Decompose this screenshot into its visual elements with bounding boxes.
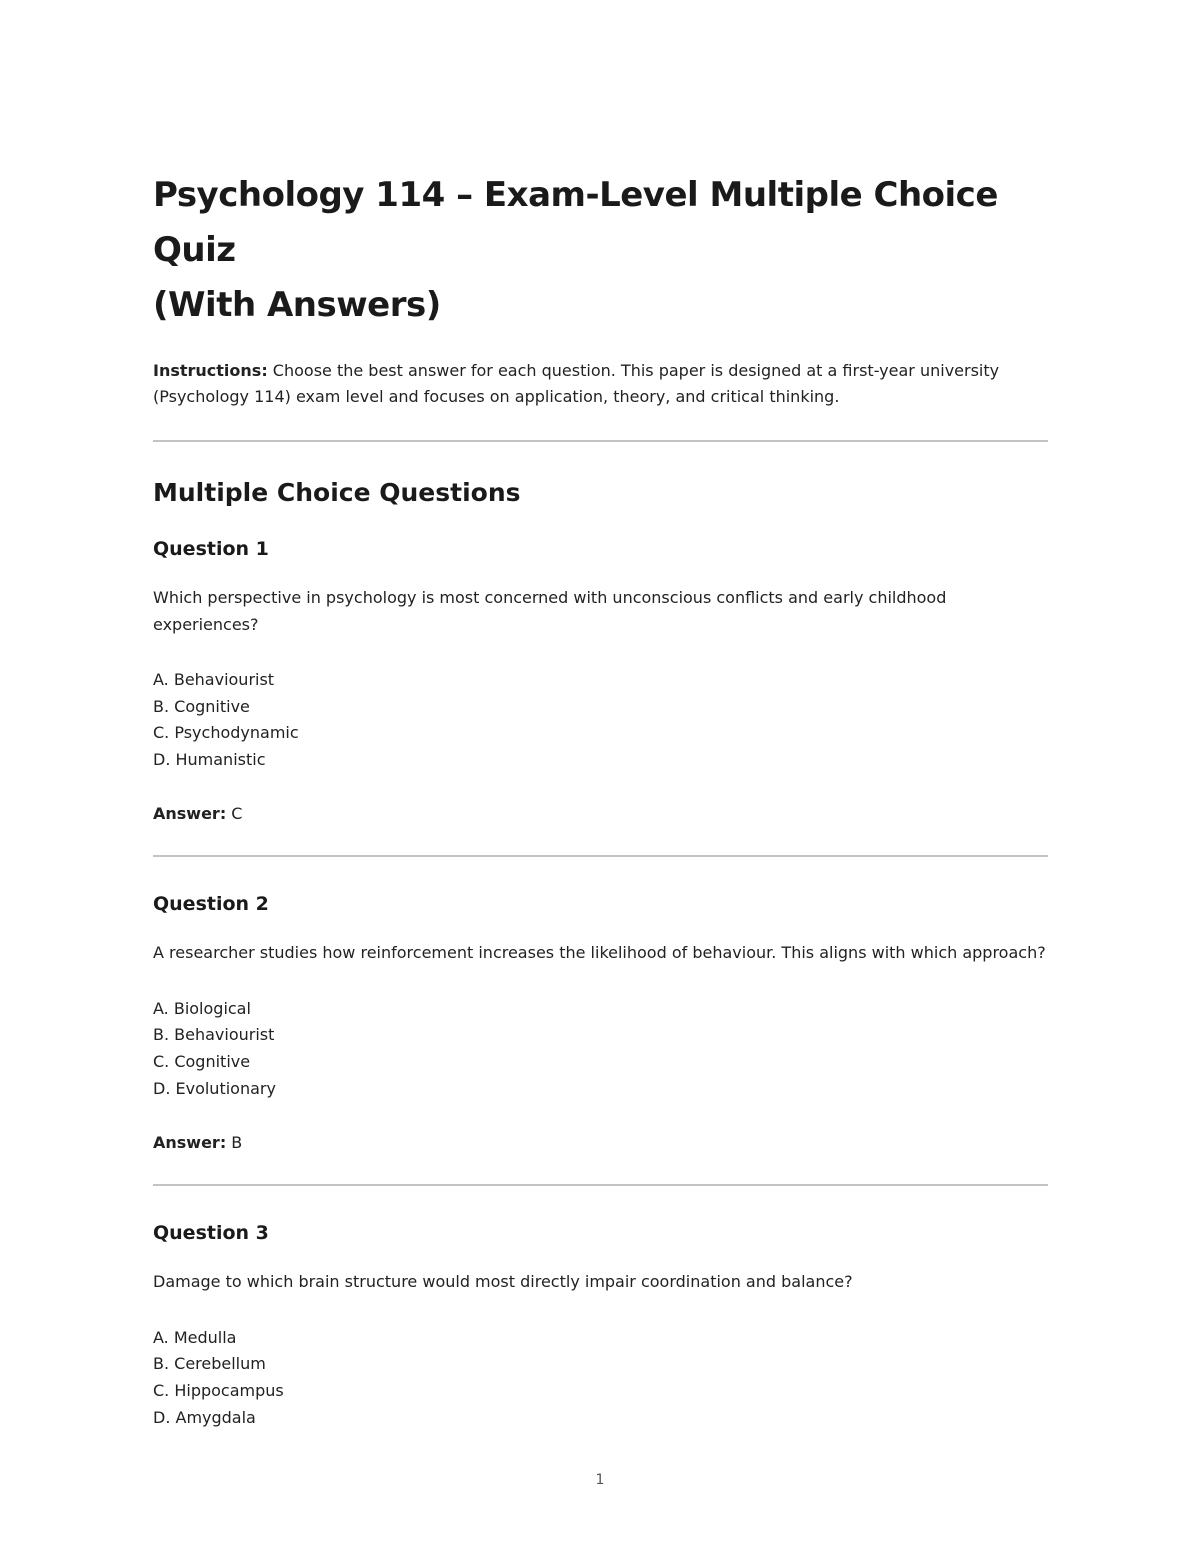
section-heading: Multiple Choice Questions	[153, 478, 521, 507]
question-3	[153, 1220, 1048, 1431]
answer-label: Answer:	[153, 804, 227, 824]
answer-value: C	[226, 804, 243, 824]
instructions-label: Instructions:	[153, 361, 268, 380]
question-text: A researcher studies how reinforcement increases the likelihood of behaviour. This aligns with which approach?	[153, 943, 1046, 963]
options-list	[153, 1325, 1048, 1431]
option-a: A. Medulla	[153, 1327, 237, 1347]
option-a: A. Behaviourist	[153, 670, 275, 689]
page-number: 1	[595, 1472, 605, 1488]
answer-line	[153, 1130, 1048, 1156]
document-content	[153, 168, 1048, 1431]
question-2	[153, 891, 1048, 1156]
question-1	[153, 536, 1048, 827]
option-d: D. Evolutionary	[153, 1078, 276, 1098]
option-a: A. Biological	[153, 998, 251, 1018]
question-heading: Question 2	[153, 893, 269, 916]
section-divider	[153, 440, 1048, 442]
title-line-1: Psychology 114 – Exam-Level Multiple Choice Quiz	[153, 175, 998, 270]
option-c: C. Hippocampus	[153, 1380, 284, 1400]
question-text: Damage to which brain structure would most directly impair coordination and balance?	[153, 1272, 853, 1292]
option-b: B. Behaviourist	[153, 1025, 275, 1045]
options-list	[153, 667, 1048, 773]
options-list	[153, 996, 1048, 1102]
question-divider	[153, 1184, 1048, 1186]
option-c: C. Psychodynamic	[153, 723, 299, 743]
option-b: B. Cerebellum	[153, 1354, 266, 1374]
answer-value: B	[226, 1133, 243, 1153]
instructions-paragraph	[153, 358, 1048, 410]
option-b: B. Cognitive	[153, 696, 250, 716]
question-heading: Question 1	[153, 538, 269, 560]
question-text: Which perspective in psychology is most concerned with unconscious conflicts and early childhood experiences?	[153, 588, 947, 634]
option-d: D. Humanistic	[153, 749, 266, 769]
question-divider	[153, 855, 1048, 857]
title-line-2: (With Answers)	[153, 285, 441, 325]
instructions-text: Choose the best answer for each question. This paper is designed at a first-year university (Psychology 114) exam level and focuses on application, theory, and critical thinking.	[153, 361, 1000, 406]
answer-label: Answer:	[153, 1133, 227, 1153]
page-title	[153, 168, 1048, 333]
question-heading: Question 3	[153, 1222, 269, 1245]
option-d: D. Amygdala	[153, 1407, 256, 1427]
answer-line	[153, 801, 1048, 827]
option-c: C. Cognitive	[153, 1052, 251, 1072]
